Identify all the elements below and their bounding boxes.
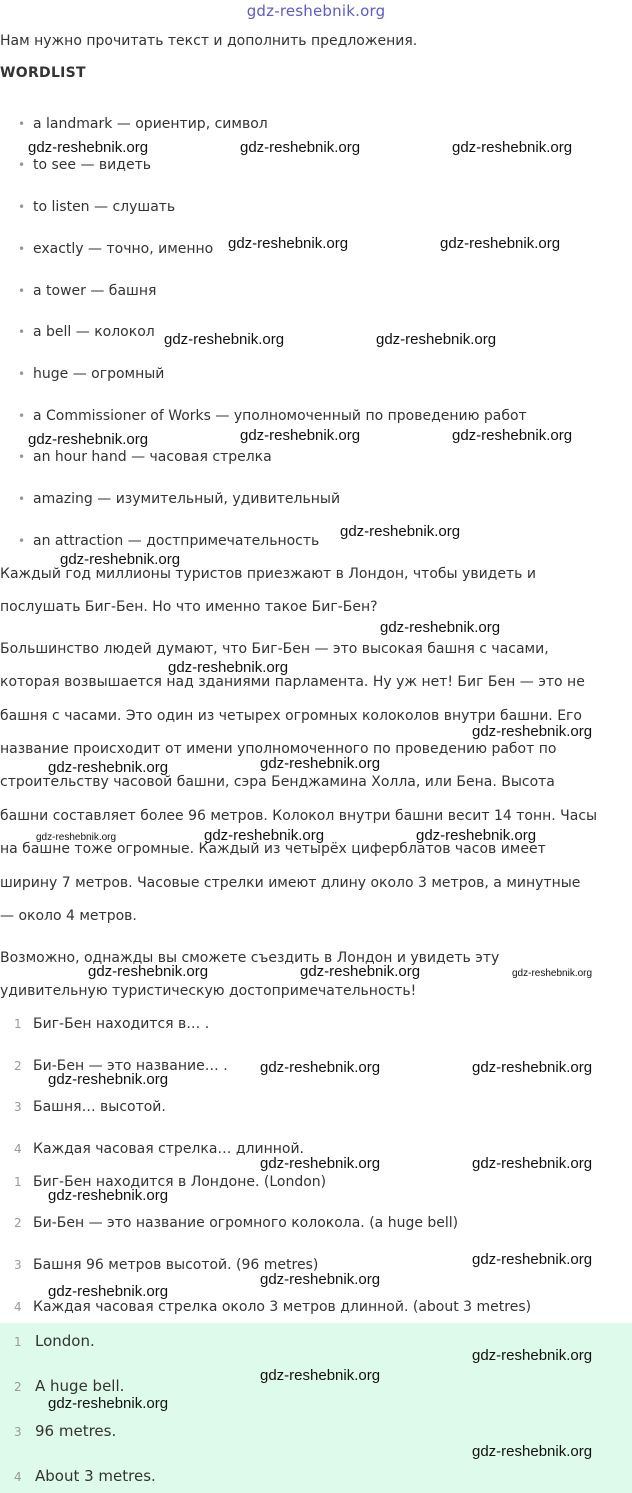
watermark: gdz-reshebnik.org bbox=[260, 755, 381, 772]
wordlist-item: • huge — огромный bbox=[18, 366, 165, 382]
completed-item: 2 Би-Бен — это название огромного колокола. (a huge bell) bbox=[14, 1215, 459, 1231]
bullet-icon: • bbox=[18, 534, 26, 548]
bullet-icon: • bbox=[18, 325, 26, 339]
question-item: 4 Каждая часовая стрелка… длинной. bbox=[14, 1141, 305, 1157]
watermark: gdz-reshebnik.org bbox=[300, 963, 421, 980]
answer-item: 2 A huge bell. bbox=[14, 1377, 125, 1395]
watermark: gdz-reshebnik.org bbox=[228, 235, 349, 252]
bullet-icon: • bbox=[18, 200, 26, 214]
paragraph-line: послушать Биг-Бен. Но что именно такое Биг-Бен? bbox=[0, 599, 378, 615]
paragraph-line: башни составляет более 96 метров. Колокол внутри башни весит 14 тонн. Часы bbox=[0, 808, 598, 824]
paragraph-line: удивительную туристическую достопримечательность! bbox=[0, 983, 417, 999]
wordlist-item: • an attraction — достпримечательность bbox=[18, 533, 320, 549]
watermark: gdz-reshebnik.org bbox=[260, 1367, 381, 1384]
wordlist-heading: WORDLIST bbox=[0, 65, 86, 81]
watermark: gdz-reshebnik.org bbox=[48, 1395, 169, 1412]
watermark: gdz-reshebnik.org bbox=[36, 832, 117, 843]
bullet-icon: • bbox=[18, 492, 26, 506]
wordlist-item: • an hour hand — часовая стрелка bbox=[18, 449, 272, 465]
bullet-icon: • bbox=[18, 242, 26, 256]
paragraph-line: башня с часами. Это один из четырех огромных колоколов внутри башни. Его bbox=[0, 708, 582, 724]
paragraph-line: строительству часовой башни, сэра Бенджамина Холла, или Бена. Высота bbox=[0, 774, 555, 790]
watermark: gdz-reshebnik.org bbox=[48, 1283, 169, 1300]
wordlist-item: • a Commissioner of Works — уполномоченный по проведению работ bbox=[18, 408, 527, 424]
wordlist-item: • to listen — слушать bbox=[18, 199, 176, 215]
watermark: gdz-reshebnik.org bbox=[512, 968, 593, 979]
completed-item: 3 Башня 96 метров высотой. (96 metres) bbox=[14, 1257, 319, 1273]
watermark: gdz-reshebnik.org bbox=[340, 523, 461, 540]
bullet-icon: • bbox=[18, 450, 26, 464]
watermark: gdz-reshebnik.org bbox=[260, 1155, 381, 1172]
paragraph-line: на башне тоже огромные. Каждый из четырёх циферблатов часов имеет bbox=[0, 841, 546, 857]
watermark: gdz-reshebnik.org bbox=[48, 1071, 169, 1088]
paragraph-line: Каждый год миллионы туристов приезжают в Лондон, чтобы увидеть и bbox=[0, 566, 536, 582]
watermark: gdz-reshebnik.org bbox=[164, 331, 285, 348]
watermark: gdz-reshebnik.org bbox=[472, 1155, 593, 1172]
bullet-icon: • bbox=[18, 117, 26, 131]
wordlist-item: • amazing — изумительный, удивительный bbox=[18, 491, 341, 507]
wordlist-item: • a landmark — ориентир, символ bbox=[18, 116, 268, 132]
watermark: gdz-reshebnik.org bbox=[452, 139, 573, 156]
question-item: 3 Башня… высотой. bbox=[14, 1099, 166, 1115]
watermark: gdz-reshebnik.org bbox=[240, 139, 361, 156]
watermark: gdz-reshebnik.org bbox=[380, 619, 501, 636]
watermark: gdz-reshebnik.org bbox=[472, 1059, 593, 1076]
watermark: gdz-reshebnik.org bbox=[472, 1443, 593, 1460]
answer-item: 1 London. bbox=[14, 1332, 95, 1350]
watermark: gdz-reshebnik.org bbox=[168, 659, 289, 676]
paragraph-line: которая возвышается над зданиями парламента. Ну уж нет! Биг Бен — это не bbox=[0, 674, 585, 690]
paragraph-line: название происходит от имени уполномоченного по проведению работ по bbox=[0, 741, 557, 757]
paragraph-line: Большинство людей думают, что Биг-Бен — это высокая башня с часами, bbox=[0, 641, 549, 657]
wordlist-item: • to see — видеть bbox=[18, 157, 151, 173]
watermark: gdz-reshebnik.org bbox=[260, 1059, 381, 1076]
watermark: gdz-reshebnik.org bbox=[472, 1251, 593, 1268]
watermark: gdz-reshebnik.org bbox=[472, 1347, 593, 1364]
watermark: gdz-reshebnik.org bbox=[48, 1187, 169, 1204]
watermark: gdz-reshebnik.org bbox=[440, 235, 561, 252]
watermark: gdz-reshebnik.org bbox=[204, 827, 325, 844]
watermark: gdz-reshebnik.org bbox=[260, 1271, 381, 1288]
intro-text: Нам нужно прочитать текст и дополнить предложения. bbox=[0, 33, 418, 49]
paragraph-line: — около 4 метров. bbox=[0, 908, 137, 924]
site-header-watermark[interactable]: gdz-reshebnik.org bbox=[246, 2, 386, 20]
question-item: 1 Биг-Бен находится в… . bbox=[14, 1016, 210, 1032]
watermark: gdz-reshebnik.org bbox=[452, 427, 573, 444]
answer-item: 4 About 3 metres. bbox=[14, 1467, 156, 1485]
watermark: gdz-reshebnik.org bbox=[60, 551, 181, 568]
paragraph-line: ширину 7 метров. Часовые стрелки имеют длину около 3 метров, а минутные bbox=[0, 875, 581, 891]
watermark: gdz-reshebnik.org bbox=[88, 963, 209, 980]
answer-item: 3 96 metres. bbox=[14, 1422, 117, 1440]
question-item: 2 Би-Бен — это название… . bbox=[14, 1058, 228, 1074]
bullet-icon: • bbox=[18, 158, 26, 172]
wordlist-item: • exactly — точно, именно bbox=[18, 241, 214, 257]
bullet-icon: • bbox=[18, 367, 26, 381]
completed-item: 1 Биг-Бен находится в Лондоне. (London) bbox=[14, 1174, 327, 1190]
wordlist-item: • a bell — колокол bbox=[18, 324, 155, 340]
bullet-icon: • bbox=[18, 409, 26, 423]
paragraph-line: Возможно, однажды вы сможете съездить в Лондон и увидеть эту bbox=[0, 950, 500, 966]
watermark: gdz-reshebnik.org bbox=[28, 139, 149, 156]
watermark: gdz-reshebnik.org bbox=[416, 827, 537, 844]
bullet-icon: • bbox=[18, 284, 26, 298]
watermark: gdz-reshebnik.org bbox=[472, 723, 593, 740]
completed-item: 4 Каждая часовая стрелка около 3 метров длинной. (about 3 metres) bbox=[14, 1299, 532, 1315]
watermark: gdz-reshebnik.org bbox=[240, 427, 361, 444]
wordlist-item: • a tower — башня bbox=[18, 283, 157, 299]
watermark: gdz-reshebnik.org bbox=[48, 759, 169, 776]
watermark: gdz-reshebnik.org bbox=[28, 431, 149, 448]
watermark: gdz-reshebnik.org bbox=[376, 331, 497, 348]
